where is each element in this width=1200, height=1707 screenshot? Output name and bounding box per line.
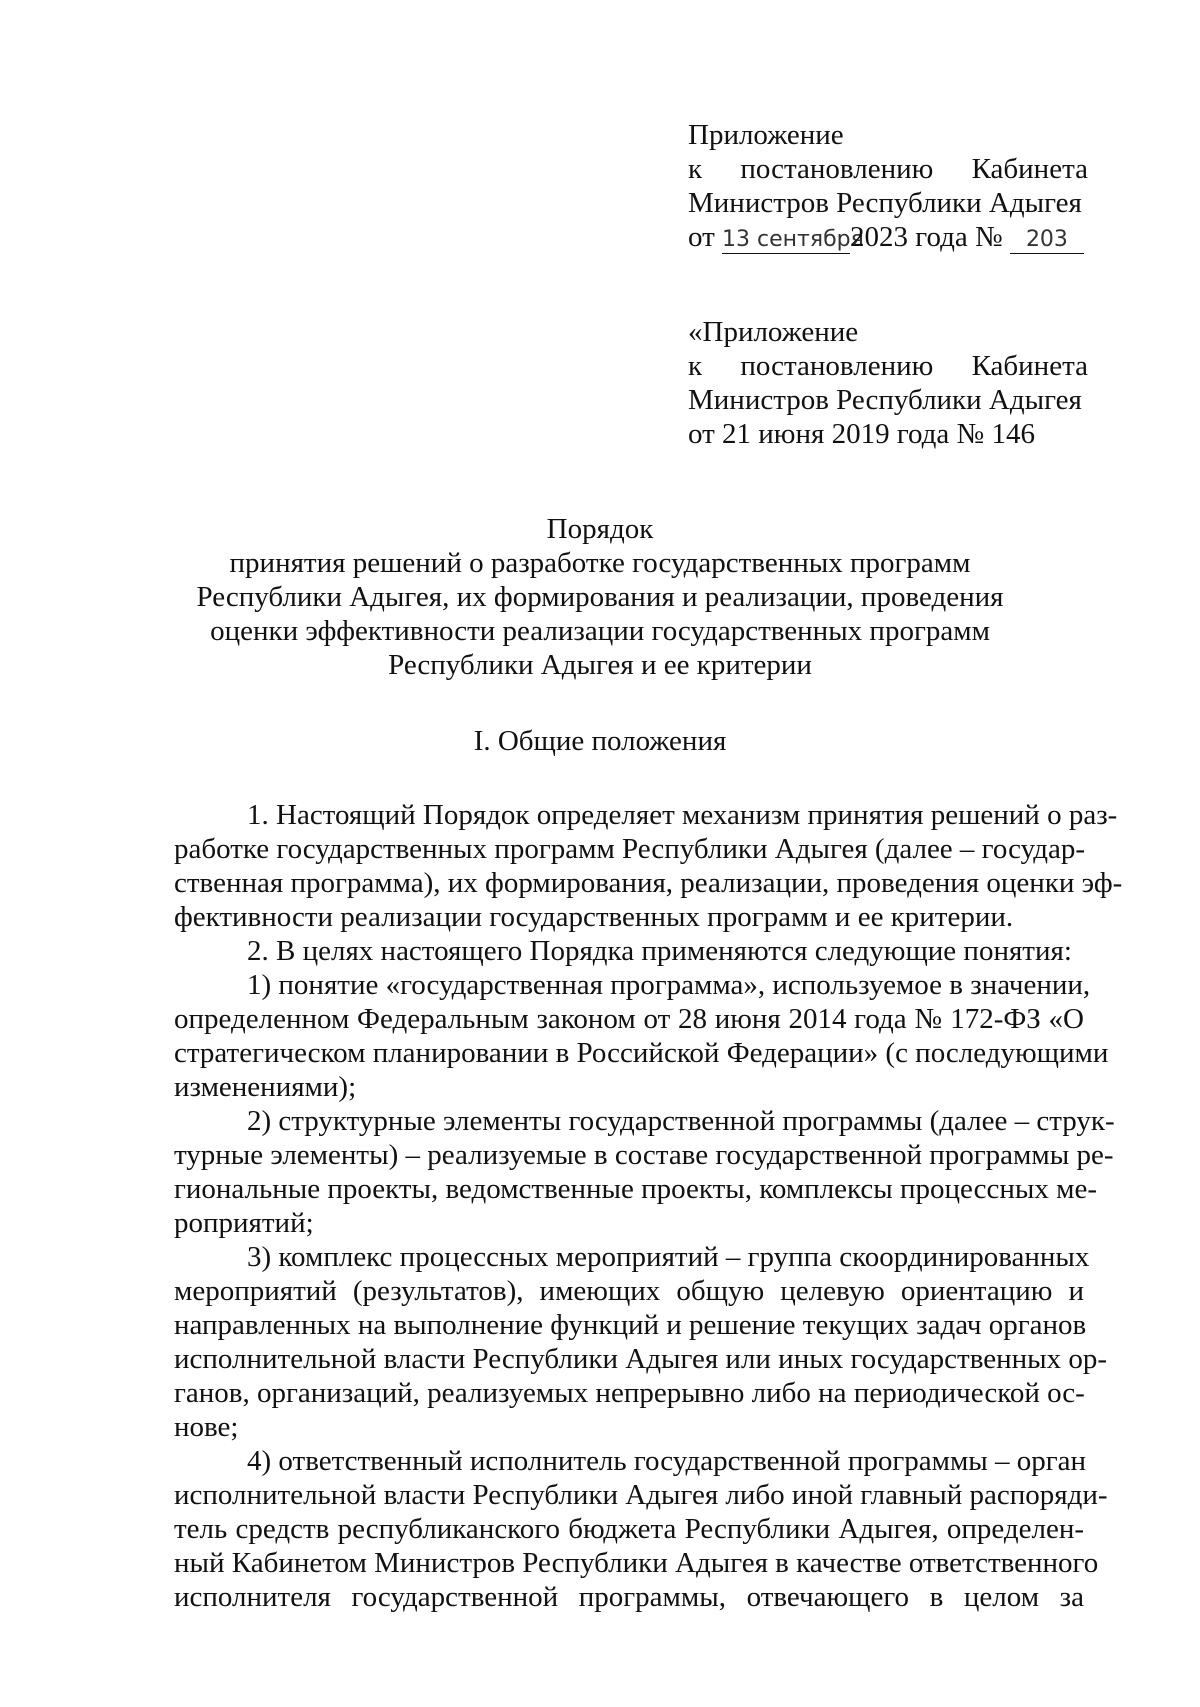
appendix-date-line (688, 220, 1088, 254)
paragraph-line: турные элементы) – реализуемые в составе государственной программы ре- (174, 1139, 1114, 1171)
document-title (160, 512, 1040, 682)
original-word-k: к (688, 350, 703, 382)
paragraph-line: 4) ответственный исполнитель государственной программы – орган (247, 1445, 1087, 1477)
original-word-resolution: постановлению (740, 350, 934, 382)
original-date-line: от 21 июня 2019 года № 146 (688, 418, 1035, 450)
paragraph-line: 2. В целях настоящего Порядка применяются следующие понятия: (247, 935, 1072, 967)
section-heading: I. Общие положения (473, 725, 727, 757)
appendix-word-cabinet: Кабинета (971, 153, 1088, 185)
paragraph-line: мероприятий (результатов), имеющих общую целевую ориентацию и (174, 1275, 1084, 1307)
appendix-header-original (688, 315, 1088, 451)
paragraph-line: исполнительной власти Республики Адыгея либо иной главный распоряди- (174, 1479, 1108, 1511)
paragraph-line: направленных на выполнение функций и решение текущих задач органов (174, 1309, 1087, 1341)
original-appendix-title: «Приложение (688, 316, 859, 348)
paragraph-line: исполнителя государственной программы, отвечающего в целом за (174, 1581, 1084, 1613)
paragraph-line: работке государственных программ Республики Адыгея (далее – государ- (174, 833, 1086, 865)
paragraph-line: 3) комплекс процессных мероприятий – группа скоординированных (247, 1241, 1090, 1273)
paragraph-line: ганов, организаций, реализуемых непрерывно либо на периодической ос- (174, 1377, 1085, 1409)
original-word-cabinet: Кабинета (971, 350, 1088, 382)
paragraph-line: 2) структурные элементы государственной программы (далее – струк- (247, 1105, 1115, 1137)
original-ministers-line: Министров Республики Адыгея (688, 384, 1082, 416)
paragraph-line: роприятий; (174, 1207, 314, 1239)
appendix-date-year: 2023 года № (850, 221, 1003, 253)
paragraph-line: тель средств республиканского бюджета Республики Адыгея, определен- (174, 1513, 1084, 1545)
appendix-word-k: к (688, 153, 703, 185)
paragraph-line: ный Кабинетом Министров Республики Адыгея в качестве ответственного (174, 1547, 1099, 1579)
title-line: оценки эффективности реализации государственных программ (210, 615, 990, 647)
body-text (174, 798, 1123, 1614)
appendix-ministers-line: Министров Республики Адыгея (688, 187, 1082, 219)
paragraph-line: нове; (174, 1411, 239, 1443)
original-resolution-line (688, 349, 1088, 383)
paragraph-line: изменениями); (174, 1071, 357, 1103)
paragraph-line: гиональные проекты, ведомственные проекты, комплексы процессных ме- (174, 1173, 1098, 1205)
appendix-word-resolution: постановлению (740, 153, 934, 185)
paragraph-line: ственная программа), их формирования, реализации, проведения оценки эф- (174, 867, 1123, 899)
paragraph-line: исполнительной власти Республики Адыгея или иных государственных ор- (174, 1343, 1108, 1375)
title-line: Республики Адыгея и ее критерии (388, 649, 812, 681)
appendix-number-field: 203 (1010, 227, 1084, 254)
paragraph-line: определенном Федеральным законом от 28 июня 2014 года № 172-ФЗ «О (174, 1003, 1084, 1035)
paragraph-line: стратегическом планировании в Российской Федерации» (с последующими (174, 1037, 1109, 1069)
appendix-resolution-line (688, 152, 1088, 186)
paragraph-line: фективности реализации государственных программ и ее критерии. (174, 901, 1014, 933)
title-line: Республики Адыгея, их формирования и реализации, проведения (196, 581, 1004, 613)
appendix-date-field: 13 сентября (722, 227, 864, 252)
appendix-header-current (688, 118, 1088, 254)
title-line: Порядок (546, 513, 654, 545)
paragraph-line: 1. Настоящий Порядок определяет механизм принятия решений о раз- (247, 799, 1118, 831)
appendix-date-prefix: от (688, 221, 715, 253)
title-line: принятия решений о разработке государственных программ (229, 547, 971, 579)
appendix-title: Приложение (688, 119, 844, 151)
paragraph-line: 1) понятие «государственная программа», используемое в значении, (247, 969, 1091, 1001)
